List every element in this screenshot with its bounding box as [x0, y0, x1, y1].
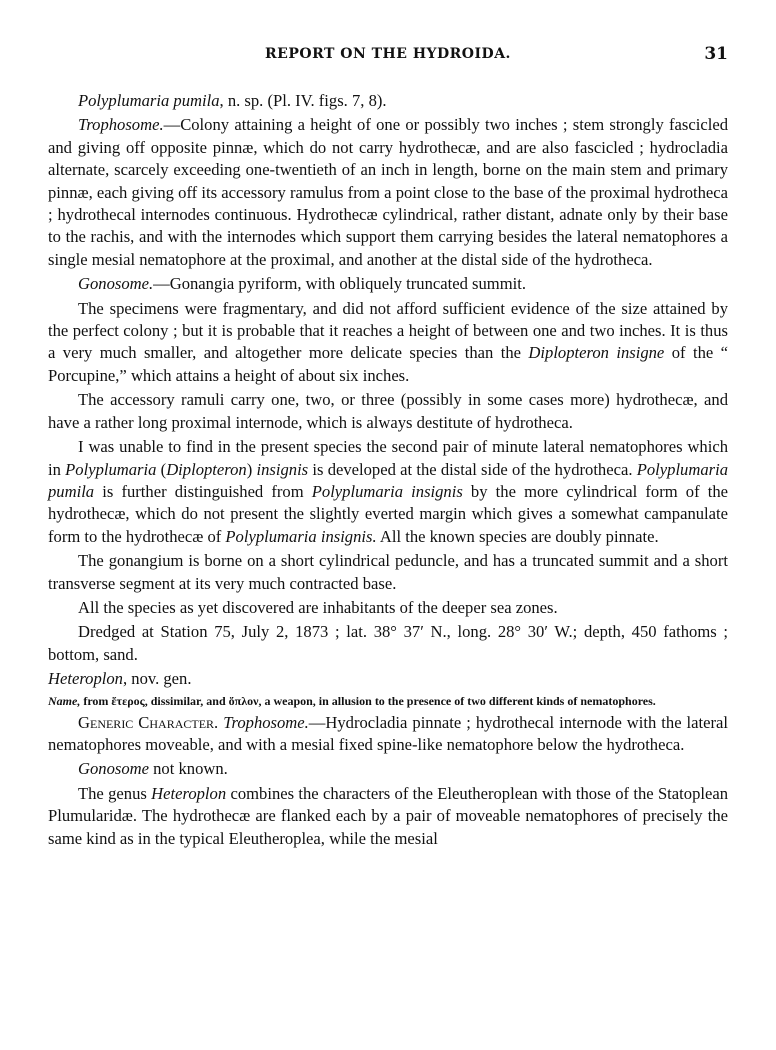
- gonosome-text: —Gonangia pyriform, with obliquely truncated summit.: [153, 274, 526, 294]
- paragraph-generic-character: [48, 712, 728, 757]
- comparison-i3: insignis: [256, 459, 309, 479]
- paragraph-gonosome: [48, 273, 728, 295]
- comparison-i4: Polyplumaria pumila: [48, 459, 728, 501]
- generic-gonosome-label: Gonosome: [78, 759, 149, 779]
- paragraph-trophosome: [48, 114, 728, 271]
- paragraph-comparison: [48, 436, 728, 548]
- size-text-b: of the “ Porcupine,” which attains a height of about six inches.: [48, 343, 729, 385]
- comparison-f: by the more cylindrical form of the hydrothecæ, which do not present the slightly everted margin which gives a somewhat campanulate form to the hydrothecæ of: [48, 481, 728, 546]
- comparison-i6: Polyplumaria insignis.: [225, 526, 377, 546]
- trophosome-text: —Colony attaining a height of one or possibly two inches ; stem strongly fascicled and giving off opposite pinnæ, which do not carry hydrothecæ, and are also fascicled ; hydrocladia alternate, scarcely exceeding one-twentieth of an inch in length, borne on the main stem and primary pinnæ, each giving off its accessory ramulus from a point close to the base of the proximal hydrotheca ; hydrothecal internodes continuous. Hydrothecæ cylindrical, rather distant, adnate only by their base to the rachis, and with the internodes which support them carrying besides the lateral nematophores a single mesial nematophore at the proximal, and another at the distal side of the hydrotheca.: [48, 115, 728, 269]
- generic-gonosome-text: not known.: [148, 759, 228, 779]
- comparison-c: ): [246, 459, 257, 479]
- paragraph-habitat: All the species as yet discovered are inhabitants of the deeper sea zones.: [78, 597, 558, 617]
- comparison-i2: Diplopteron: [166, 459, 247, 479]
- comparison-a: I was unable to find in the present species the second pair of minute lateral nematophores which in: [48, 437, 728, 479]
- comparison-b: (: [156, 459, 167, 479]
- page-header: [48, 40, 728, 70]
- comparison-i1: Polyplumaria: [65, 459, 157, 479]
- final-a: The genus: [78, 783, 152, 803]
- species-suffix: , n. sp. (Pl. IV. figs. 7, 8).: [219, 91, 387, 110]
- body-text: [48, 90, 728, 852]
- generic-trophosome-text: —Hydrocladia pinnate ; hydrothecal internode with the lateral nematophores moveable, and with a mesial fixed spine-like nematophore below the hydrotheca.: [48, 712, 729, 754]
- size-text-a: The specimens were fragmentary, and did not afford sufficient evidence of the size attained by the perfect colony ; but it is probable that it reaches a height of between one and two inches. It is thus a very much smaller, and altogether more delicate species than the: [48, 298, 728, 363]
- comparison-d: is developed at the distal side of the hydrotheca.: [308, 459, 637, 479]
- etymology-note: [48, 693, 728, 710]
- final-b: combines the characters of the Eleutheroplean with those of the Statoplean Plumularidæ. The hydrothecæ are flanked each by a pair of moveable nematophores of precisely the same kind as in the typical Eleutheroplea, while the mesial: [48, 783, 729, 848]
- paragraph-ramuli: The accessory ramuli carry one, two, or three (possibly in some cases more) hydrothecæ, and have a rather long proximal internode, which is always destitute of hydrotheca.: [48, 390, 728, 432]
- paragraph-station: Dredged at Station 75, July 2, 1873 ; lat. 38° 37′ N., long. 28° 30′ W.; depth, 450 fathoms ; bottom, sand.: [48, 622, 728, 664]
- page-number: 31: [704, 44, 728, 64]
- comparison-e: is further distinguished from: [94, 481, 312, 501]
- final-italic: Heteroplon: [151, 783, 227, 803]
- generic-heading: Generic Character.: [78, 712, 219, 732]
- trophosome-label: Trophosome.: [78, 115, 164, 135]
- genus-suffix: , nov. gen.: [122, 669, 192, 689]
- running-title: REPORT ON THE HYDROIDA.: [265, 46, 511, 62]
- genus-title: [48, 668, 728, 690]
- comparison-g: All the known species are doubly pinnate.: [376, 526, 659, 546]
- generic-trophosome-label: Trophosome.: [223, 712, 309, 732]
- species-title: [48, 90, 728, 112]
- size-italic: Diplopteron insigne: [528, 343, 665, 363]
- paragraph-size: [48, 298, 728, 388]
- comparison-i5: Polyplumaria insignis: [311, 481, 463, 501]
- note-text: from ἕτερος, dissimilar, and ὅπλον, a weapon, in allusion to the presence of two different kinds of nematophores.: [80, 693, 656, 708]
- note-label: Name,: [48, 693, 81, 708]
- species-name: Polyplumaria pumila: [78, 91, 220, 110]
- genus-name: Heteroplon: [48, 669, 123, 689]
- paragraph-genus-description: [48, 783, 728, 850]
- paragraph-generic-gonosome: [48, 758, 728, 780]
- paragraph-gonangium: The gonangium is borne on a short cylindrical peduncle, and has a truncated summit and a short transverse segment at its very much contracted base.: [48, 551, 728, 593]
- gonosome-label: Gonosome.: [78, 274, 154, 294]
